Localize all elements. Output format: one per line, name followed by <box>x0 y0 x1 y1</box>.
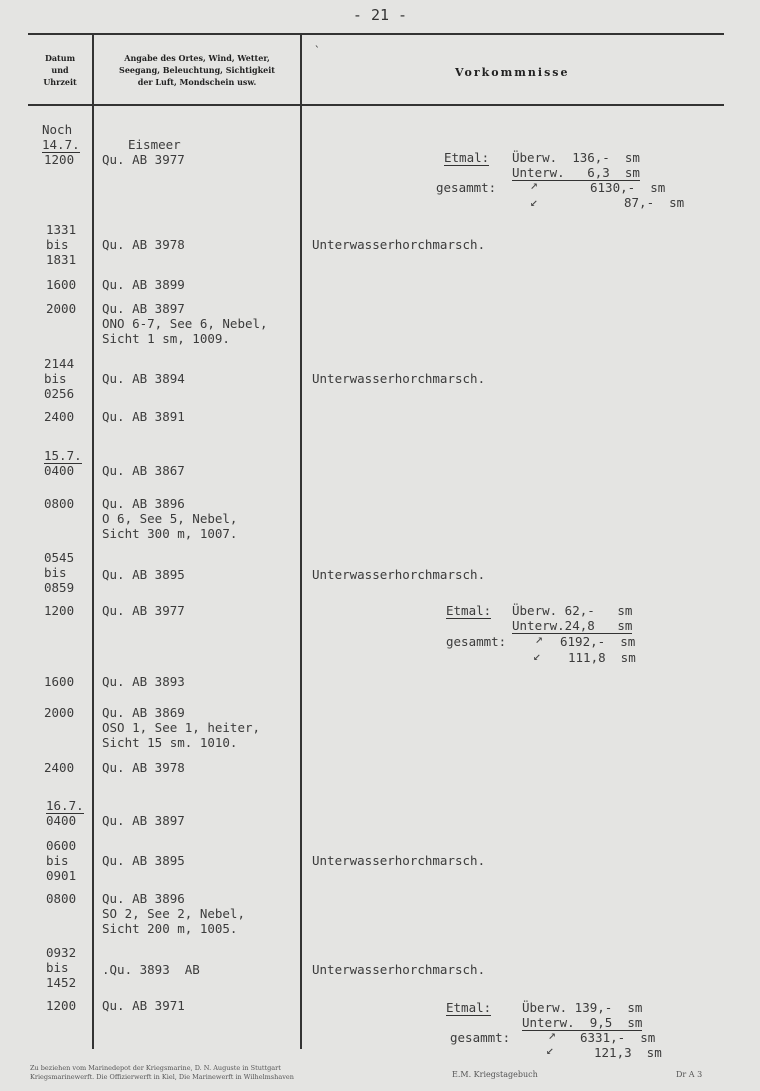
entry-place: Qu. AB 3895 <box>102 853 185 868</box>
entry-date: bis <box>44 565 67 580</box>
etmal-day: 121,3 sm <box>594 1045 662 1060</box>
page-number: - 21 - <box>352 6 408 24</box>
etmal-gesamt-label: gesammt: <box>436 180 497 195</box>
arrow-up-icon: ↗ <box>548 1028 556 1043</box>
etmal-day: 111,8 sm <box>568 650 636 665</box>
entry-date: 0600 <box>46 838 77 853</box>
header-top-rule <box>28 33 724 35</box>
entry-place: Qu. AB 3899 <box>102 277 185 292</box>
entry-date: 2144 <box>44 356 75 371</box>
etmal-gesamt-label: gesammt: <box>450 1030 511 1045</box>
entry-place: Qu. AB 3978 <box>102 760 185 775</box>
header-tick-mark: ` <box>314 44 321 57</box>
entry-date: 1831 <box>46 252 77 267</box>
arrow-up-icon: ↗ <box>535 632 543 647</box>
arrow-up-icon: ↗ <box>530 178 538 193</box>
entry-date: 0932 <box>46 945 77 960</box>
entry-date: bis <box>46 237 69 252</box>
entry-date: 1200 <box>44 152 75 167</box>
entry-place: Qu. AB 3896 <box>102 496 185 511</box>
header-place: Angabe des Ortes, Wind, Wetter, Seegang, Beleuchtung, Sichtigkeit der Luft, Mondschein usw. <box>119 53 275 87</box>
entry-place: Qu. AB 3971 <box>102 998 185 1013</box>
entry-date: 0400 <box>46 813 77 828</box>
column-rule-1 <box>92 34 94 1049</box>
etmal-label: Etmal: <box>444 150 490 165</box>
etmal-unterw: Unterw. 9,5 sm <box>522 1015 643 1030</box>
entry-date: 14.7. <box>42 137 80 152</box>
column-rule-2 <box>300 34 302 1049</box>
entry-date: 16.7. <box>46 798 84 813</box>
etmal-unterw: Unterw.24,8 sm <box>512 618 633 633</box>
entry-place: Qu. AB 3895 <box>102 567 185 582</box>
entry-event: Unterwasserhorchmarsch. <box>312 371 486 386</box>
entry-event: Unterwasserhorchmarsch. <box>312 962 486 977</box>
entry-place: Qu. AB 3869 <box>102 705 185 720</box>
arrow-down-icon: ↙ <box>546 1043 554 1058</box>
entry-date: 0800 <box>44 496 75 511</box>
entry-place: Qu. AB 3896 <box>102 891 185 906</box>
etmal-total: 6331,- sm <box>580 1030 656 1045</box>
entry-place: SO 2, See 2, Nebel, <box>102 906 245 921</box>
arrow-down-icon: ↙ <box>530 195 538 210</box>
footer-form-number: Dr A 3 <box>676 1070 703 1079</box>
footer-form-title: E.M. Kriegstagebuch <box>452 1070 538 1079</box>
entry-date: 15.7. <box>44 448 82 463</box>
entry-place: Qu. AB 3977 <box>102 603 185 618</box>
entry-place: Eismeer <box>128 137 181 152</box>
etmal-label: Etmal: <box>446 603 492 618</box>
entry-date: 2000 <box>46 301 77 316</box>
entry-date: 2000 <box>44 705 75 720</box>
entry-date: 1600 <box>44 674 75 689</box>
entry-place: O 6, See 5, Nebel, <box>102 511 238 526</box>
entry-date: 0859 <box>44 580 75 595</box>
entry-date: Noch <box>42 122 73 137</box>
entry-date: 0901 <box>46 868 77 883</box>
entry-place: Qu. AB 3897 <box>102 813 185 828</box>
entry-date: 1200 <box>44 603 75 618</box>
header-bottom-rule <box>28 104 724 106</box>
etmal-uberw: Überw. 139,- sm <box>522 1000 643 1015</box>
entry-place: Qu. AB 3894 <box>102 371 185 386</box>
entry-place: Qu. AB 3891 <box>102 409 185 424</box>
entry-date: 1331 <box>46 222 77 237</box>
footer-note: Zu beziehen vom Marinedepot der Kriegsmarine, D. N. Auguste in Stuttgart Kriegsmarinewerft. Die Offizierwerft in Kiel, Die Marinewerft in Wilhelmshaven <box>30 1064 294 1081</box>
etmal-day: 87,- sm <box>624 195 685 210</box>
entry-place: Qu. AB 3867 <box>102 463 185 478</box>
entry-place: Sicht 300 m, 1007. <box>102 526 238 541</box>
entry-place: Qu. AB 3893 <box>102 674 185 689</box>
entry-date: 0400 <box>44 463 75 478</box>
arrow-down-icon: ↙ <box>533 649 541 664</box>
etmal-uberw: Überw. 136,- sm <box>512 150 640 165</box>
entry-place: Sicht 200 m, 1005. <box>102 921 238 936</box>
entry-place: .Qu. 3893 AB <box>102 962 200 977</box>
etmal-total: 6130,- sm <box>590 180 666 195</box>
entry-date: bis <box>44 371 67 386</box>
etmal-uberw: Überw. 62,- sm <box>512 603 633 618</box>
entry-date: 1600 <box>46 277 77 292</box>
entry-date: 0256 <box>44 386 75 401</box>
entry-place: ONO 6-7, See 6, Nebel, <box>102 316 268 331</box>
entry-event: Unterwasserhorchmarsch. <box>312 237 486 252</box>
entry-place: Qu. AB 3978 <box>102 237 185 252</box>
entry-date: bis <box>46 960 69 975</box>
entry-date: 1452 <box>46 975 77 990</box>
entry-date: 1200 <box>46 998 77 1013</box>
etmal-gesamt-label: gesammt: <box>446 634 507 649</box>
entry-event: Unterwasserhorchmarsch. <box>312 567 486 582</box>
entry-date: 2400 <box>44 409 75 424</box>
entry-place: Qu. AB 3897 <box>102 301 185 316</box>
entry-date: 0545 <box>44 550 75 565</box>
entry-place: OSO 1, See 1, heiter, <box>102 720 261 735</box>
entry-date: 0800 <box>46 891 77 906</box>
etmal-unterw: Unterw. 6,3 sm <box>512 165 640 180</box>
entry-place: Qu. AB 3977 <box>102 152 185 167</box>
entry-place: Sicht 1 sm, 1009. <box>102 331 230 346</box>
header-date: Datum und Uhrzeit <box>43 53 77 87</box>
entry-date: bis <box>46 853 69 868</box>
etmal-label: Etmal: <box>446 1000 492 1015</box>
entry-date: 2400 <box>44 760 75 775</box>
entry-place: Sicht 15 sm. 1010. <box>102 735 238 750</box>
etmal-total: 6192,- sm <box>560 634 636 649</box>
entry-event: Unterwasserhorchmarsch. <box>312 853 486 868</box>
header-events: Vorkommnisse <box>455 66 570 79</box>
